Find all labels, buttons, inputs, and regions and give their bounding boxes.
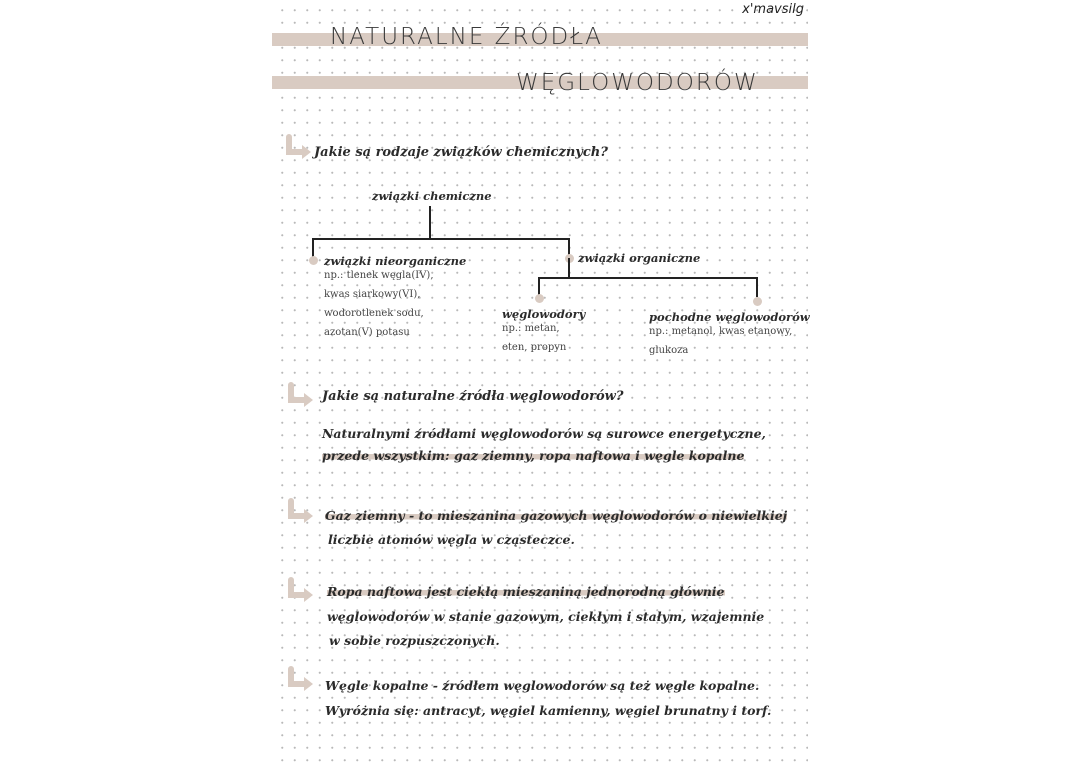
inorganic-example: np.: tlenek węgla(IV), [324, 270, 434, 281]
inorganic-example: wodorotlenek sodu, [324, 308, 424, 319]
node-dot [309, 256, 318, 265]
tree-der-drop [756, 277, 758, 297]
tree-branch [312, 238, 570, 240]
inorganic-example: kwas siarkowy(VI), [324, 289, 421, 300]
arrow-icon [284, 134, 316, 164]
inorganic-example: azotan(V) potasu [324, 327, 410, 338]
coal-line: Wyróżnia się: antracyt, węgiel kamienny, węgiel brunatny i torf. [325, 703, 772, 718]
tree-organic-branch [538, 277, 758, 279]
oil-highlight: Ropa naftowa jest ciekłą mieszaniną jednorodną głównie [327, 584, 725, 599]
derivatives-example: np.: metanol, kwas etanowy, [649, 326, 793, 337]
gas-line [325, 504, 787, 528]
note-page [272, 0, 808, 763]
inorganic-label: związki nieorganiczne [324, 254, 467, 268]
gas-highlight: Gaz ziemny - to mieszanina gazowych węglowodorów o niewielkiej [325, 508, 788, 523]
arrow-icon [286, 498, 318, 528]
hydrocarbons-example: eten, propyn [502, 342, 567, 353]
answer-line [322, 444, 744, 468]
question-sources: Jakie są naturalne źródła węglowodorów? [322, 389, 624, 404]
hydrocarbons-label: węglowodory [502, 307, 586, 321]
answer-line: Naturalnymi źródłami węglowodorów są surowce energetyczne, [322, 426, 766, 441]
arrow-icon [286, 666, 318, 696]
signature: x'mavsilg [742, 2, 804, 17]
organic-label: związki organiczne [578, 251, 701, 265]
gas-line: liczbie atomów węgla w cząsteczce. [328, 532, 575, 547]
tree-stem [429, 206, 431, 239]
title-line-1: NATURALNE ŹRÓDŁA [330, 24, 603, 50]
tree-organic-stem [568, 258, 570, 278]
tree-left-drop [312, 238, 314, 258]
oil-line: węglowodorów w stanie gazowym, ciekłym i stałym, wzajemnie [327, 609, 765, 624]
hydrocarbons-example: np.: metan, [502, 323, 560, 334]
answer-highlight: przede wszystkim: gaz ziemny, ropa naftowa i węgle kopalne [322, 448, 745, 463]
tree-root: związki chemiczne [372, 189, 492, 203]
arrow-icon [286, 382, 318, 412]
node-dot [753, 297, 762, 306]
derivatives-example: glukoza [649, 345, 689, 356]
oil-line: w sobie rozpuszczonych. [329, 633, 500, 648]
derivatives-label: pochodne węglowodorów [649, 310, 810, 324]
question-types: Jakie są rodzaje związków chemicznych? [314, 145, 608, 160]
title-line-2: WĘGLOWODORÓW [516, 70, 759, 96]
arrow-icon [286, 577, 318, 607]
node-dot [535, 294, 544, 303]
oil-line [327, 580, 725, 604]
coal-line: Węgle kopalne - źródłem węglowodorów są też węgle kopalne. [325, 678, 760, 693]
